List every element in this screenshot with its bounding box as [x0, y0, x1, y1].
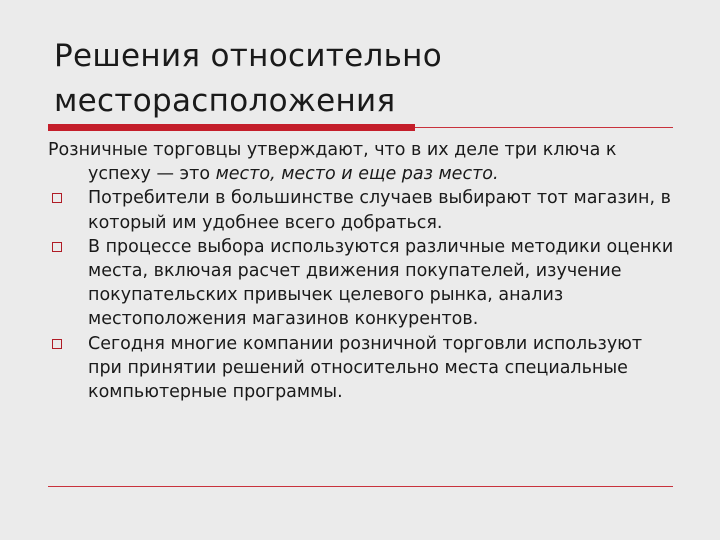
- list-item: [48, 186, 678, 234]
- list-item: [48, 235, 678, 332]
- hollow-square-icon: [52, 339, 62, 349]
- bullet-text: Сегодня многие компании розничной торговли используют при принятии решений относительно места специальные компьютерные программы.: [88, 333, 643, 403]
- title-accent-bar: [48, 124, 415, 131]
- footer-divider-line: [48, 486, 673, 487]
- list-item: [48, 332, 678, 405]
- bullet-text: Потребители в большинстве случаев выбирают тот магазин, в который им удобнее всего добраться.: [88, 188, 671, 233]
- lead-emphasis: место, место и еще раз место.: [215, 164, 499, 185]
- bullet-text: В процессе выбора используются различные методики оценки места, включая расчет движения покупателей, изучение покупательских привычек целевого рынка, анализ местоположения магазинов конкурентов.: [88, 236, 674, 330]
- hollow-square-icon: [52, 242, 62, 252]
- lead-paragraph: [48, 138, 678, 186]
- hollow-square-icon: [52, 193, 62, 203]
- lead-text: Розничные торговцы утверждают, что в их деле три ключа к успеху — это: [48, 140, 617, 185]
- bullet-list: [48, 186, 678, 404]
- slide-body: [48, 138, 678, 404]
- slide-title: Решения относительно месторасположения: [54, 38, 443, 119]
